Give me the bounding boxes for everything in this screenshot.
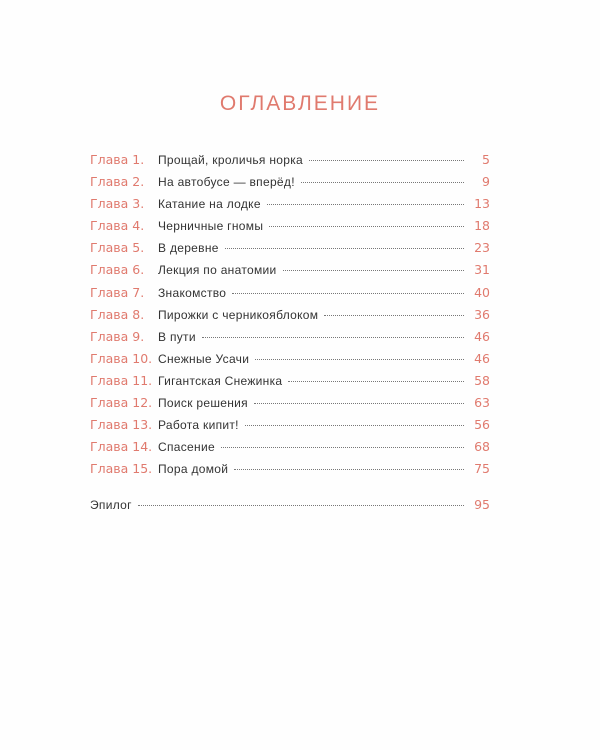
chapter-label: Глава 3. [90,196,145,212]
page-number: 5 [482,152,490,167]
chapter-label: Глава 14. [90,439,153,455]
dot-leader [283,270,464,271]
dot-leader [267,204,464,205]
toc-entry-10[interactable] [90,351,490,373]
page-number: 31 [474,262,490,278]
toc-entry-epilog[interactable] [90,497,490,519]
dot-leader [225,248,464,249]
chapter-title: В пути [158,329,196,344]
page-number: 63 [474,395,490,411]
page-number: 9 [482,174,490,190]
page-number: 95 [474,497,490,512]
dot-leader [202,337,464,338]
page-number: 68 [474,439,490,455]
chapter-label: Глава 6. [90,262,145,278]
chapter-title: Катание на лодке [158,197,261,212]
toc-entry-6[interactable] [90,262,490,284]
toc-entry-1[interactable] [90,152,490,174]
dot-leader [221,447,464,448]
page-number: 23 [474,240,490,256]
chapter-title: Пора домой [158,462,229,477]
chapter-title: На автобусе — вперёд! [158,175,295,190]
page-number: 56 [474,417,490,433]
toc-entry-7[interactable] [90,285,490,307]
chapter-title: В деревне [158,241,219,256]
toc-entry-9[interactable] [90,329,490,351]
page-number: 40 [474,284,490,300]
dot-leader [138,505,464,506]
dot-leader [245,425,464,426]
chapter-label: Глава 10. [90,350,153,366]
chapter-label: Глава 15. [90,461,153,477]
page-number: 46 [474,328,490,344]
page-number: 18 [474,218,490,234]
chapter-title: Снежные Усачи [158,351,250,366]
dot-leader [255,359,464,360]
chapter-title: Черничные гномы [158,219,264,234]
chapter-label: Глава 8. [90,306,145,322]
dot-leader [254,403,464,404]
dot-leader [288,381,464,382]
chapter-label: Глава 9. [90,328,145,344]
chapter-label: Глава 5. [90,240,145,256]
chapter-title: Работа кипит! [158,418,239,433]
toc-entry-13[interactable] [90,417,490,439]
page-number: 75 [474,461,490,477]
chapter-title: Прощай, кроличья норка [158,153,304,167]
chapter-title: Спасение [158,440,215,455]
chapter-label: Глава 7. [90,284,145,300]
toc-entry-2[interactable] [90,174,490,196]
chapter-label: Глава 1. [90,152,145,167]
page-number: 13 [474,196,490,212]
page-number: 36 [474,306,490,322]
chapter-title: Гигантская Снежинка [158,373,283,388]
dot-leader [234,469,464,470]
toc-entry-4[interactable] [90,218,490,240]
dot-leader [309,160,464,161]
toc-entry-8[interactable] [90,307,490,329]
toc-entry-3[interactable] [90,196,490,218]
page-title: ОГЛАВЛЕНИЕ [219,92,381,115]
dot-leader [324,315,464,316]
page-number: 46 [474,350,490,366]
chapter-list [90,152,490,483]
chapter-title: Лекция по анатомии [158,263,277,278]
page-number: 58 [474,372,490,388]
chapter-label: Глава 11. [90,372,153,388]
toc-entry-15[interactable] [90,461,490,483]
toc-entry-5[interactable] [90,240,490,262]
dot-leader [269,226,464,227]
chapter-label: Глава 12. [90,395,153,411]
chapter-title: Знакомство [158,285,227,300]
chapter-title: Поиск решения [158,396,248,411]
toc-entry-14[interactable] [90,439,490,461]
chapter-label: Глава 4. [90,218,145,234]
dot-leader [232,293,464,294]
epilog-title: Эпилог [90,498,132,512]
chapter-label: Глава 13. [90,417,153,433]
chapter-label: Глава 2. [90,174,145,190]
chapter-title: Пирожки с черникояблоком [158,307,319,322]
dot-leader [301,182,464,183]
toc-entry-11[interactable] [90,373,490,395]
toc-entry-12[interactable] [90,395,490,417]
